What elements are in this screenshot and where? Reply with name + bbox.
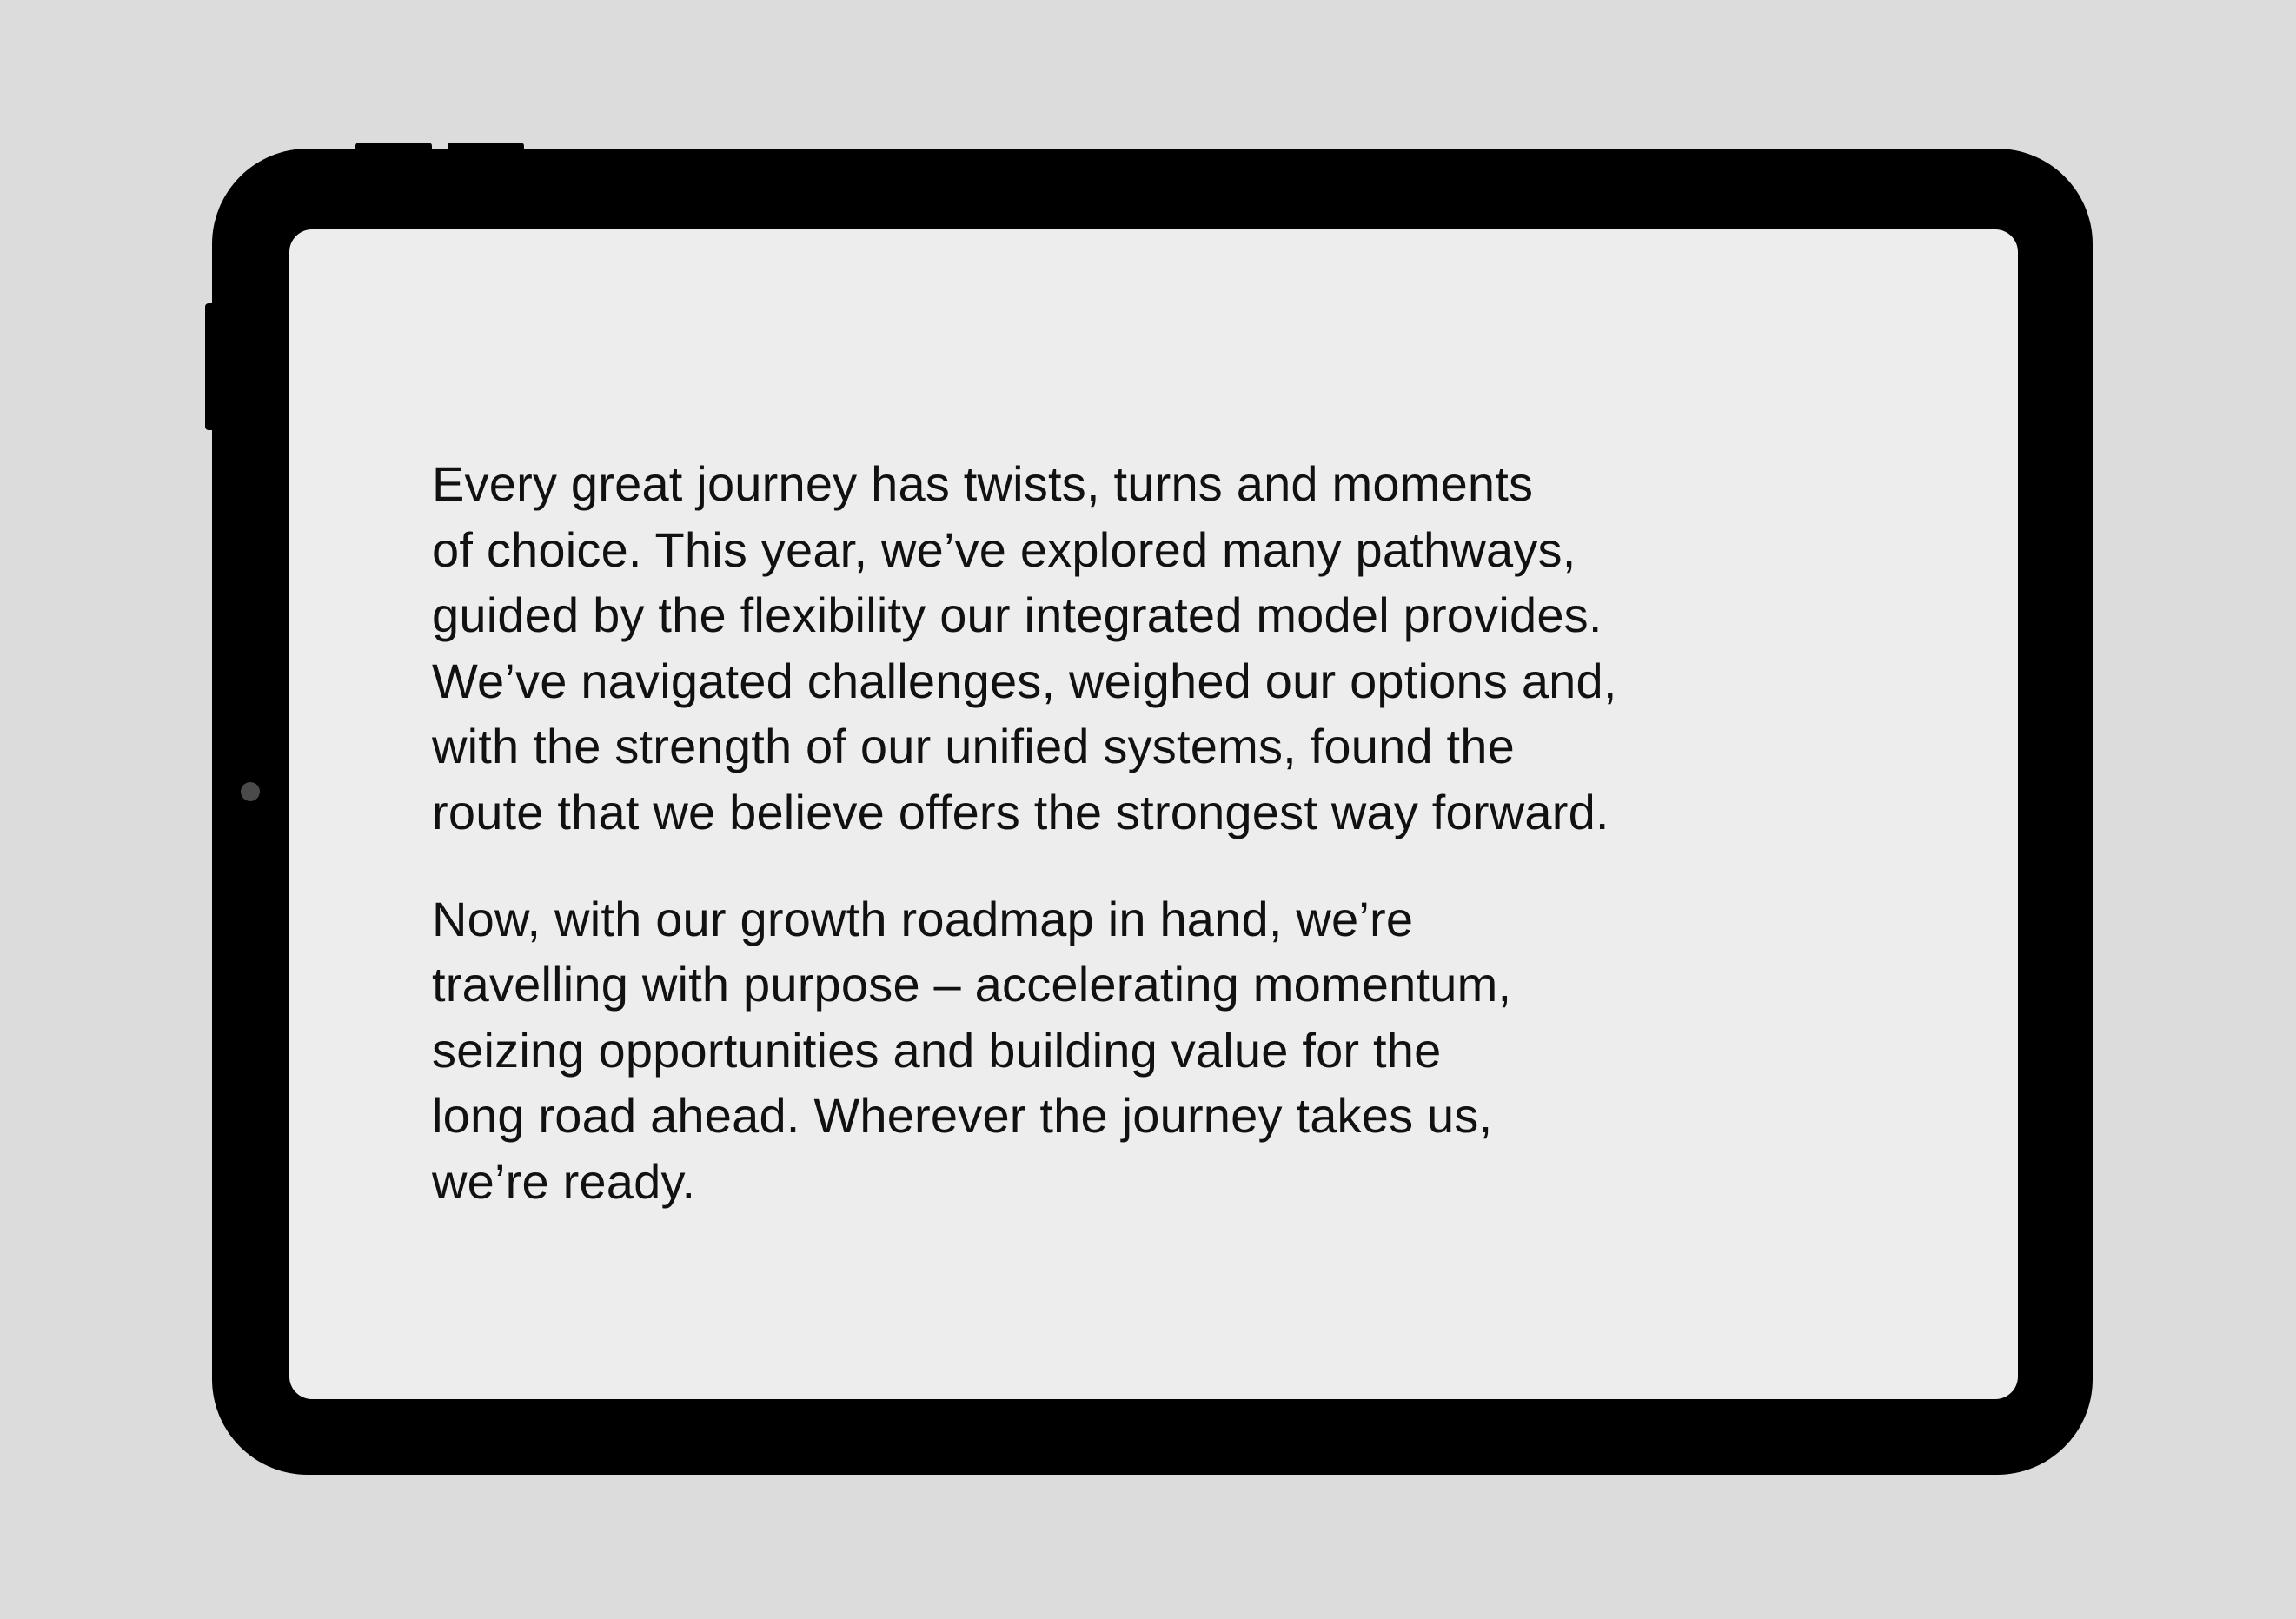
text-line: travelling with purpose – accelerating momentum, [432,957,1512,1012]
paragraph-1 [432,451,1857,846]
tablet-screen [289,229,2018,1399]
text-line: We’ve navigated challenges, weighed our options and, [432,653,1617,708]
screen-text [432,451,1857,1256]
text-line: we’re ready. [432,1153,696,1209]
text-line: route that we believe offers the strongest way forward. [432,784,1609,839]
text-line: seizing opportunities and building value for the [432,1022,1442,1078]
text-line: guided by the flexibility our integrated model provides. [432,587,1603,643]
text-line: long road ahead. Wherever the journey takes us, [432,1088,1493,1144]
text-line: with the strength of our unified systems, found the [432,719,1516,774]
camera-icon [241,782,260,801]
text-line: of choice. This year, we’ve explored many pathways, [432,521,1576,577]
paragraph-2 [432,886,1857,1215]
text-line: Now, with our growth roadmap in hand, we’re [432,891,1414,946]
text-line: Every great journey has twists, turns and moments [432,456,1534,511]
